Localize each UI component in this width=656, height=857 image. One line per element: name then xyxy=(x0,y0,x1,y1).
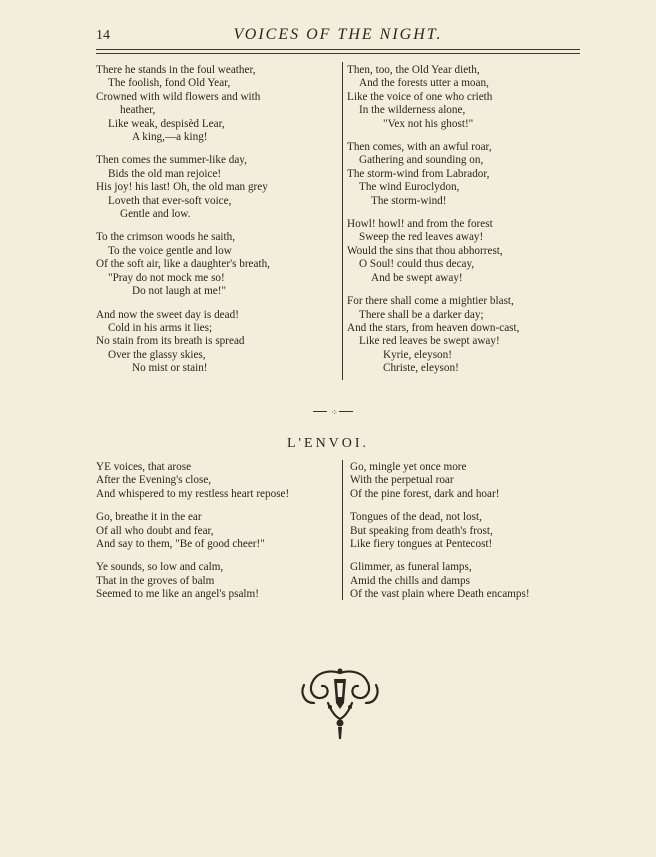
poem-right-column xyxy=(347,64,582,386)
verse-line: Of the pine forest, dark and hoar! xyxy=(350,487,500,500)
verse-line xyxy=(96,91,332,104)
verse-line: The wind Euroclydon, xyxy=(359,181,460,194)
stanza xyxy=(347,295,582,375)
stanza xyxy=(96,561,340,601)
verse-line: heather, xyxy=(120,104,156,117)
verse-line: And say to them, "Be of good cheer!" xyxy=(96,538,265,551)
separator-line xyxy=(339,411,353,412)
page-header xyxy=(96,26,580,48)
verse-line: Seemed to me like an angel's psalm! xyxy=(96,588,259,601)
verse-line: His joy! his last! Oh, the old man grey xyxy=(96,181,268,194)
verse-line: Glimmer, as funeral lamps, xyxy=(350,561,472,574)
stanza xyxy=(350,511,586,551)
verse-line: Would the sins that thou abhorrest, xyxy=(347,244,503,257)
verse-line: The storm-wind from Labrador, xyxy=(347,167,490,180)
verse-line: Then, too, the Old Year dieth, xyxy=(347,64,480,76)
verse-line: "Vex not his ghost!" xyxy=(383,117,474,130)
verse-line: Gentle and low. xyxy=(120,208,191,221)
verse-line: Bids the old man rejoice! xyxy=(108,167,222,180)
verse-line: After the Evening's close, xyxy=(96,474,212,487)
separator-dot-icon: ⁘ xyxy=(331,408,338,417)
verse-line: A king,—a king! xyxy=(132,131,208,144)
verse-line: Amid the chills and damps xyxy=(350,574,470,587)
stanza xyxy=(96,309,336,376)
verse-line: Of all who doubt and fear, xyxy=(96,524,214,537)
verse-line: Ye sounds, so low and calm, xyxy=(96,561,224,574)
stanza xyxy=(96,461,340,501)
verse-line: Like weak, despisèd Lear, xyxy=(108,117,225,130)
verse-line: Go, breathe it in the ear xyxy=(96,511,202,524)
verse-line: Do not laugh at me!" xyxy=(132,285,227,298)
verse-line: Over the glassy skies, xyxy=(108,348,206,361)
verse-line: There he stands in the foul weather, xyxy=(96,64,256,76)
verse-line: O Soul! could thus decay, xyxy=(359,258,475,271)
stanza xyxy=(350,561,586,601)
verse-line: To the voice gentle and low xyxy=(108,244,232,257)
verse-line: Gathering and sounding on, xyxy=(359,154,484,167)
verse-line: Tongues of the dead, not lost, xyxy=(350,511,482,524)
verse-line: Sweep the red leaves away! xyxy=(359,231,484,244)
page-number: 14 xyxy=(96,28,110,43)
verse-line: Like red leaves be swept away! xyxy=(359,335,500,348)
verse-line: Christe, eleyson! xyxy=(383,362,459,375)
verse-line: That in the groves of balm xyxy=(96,574,215,587)
verse-line: Like fiery tongues at Pentecost! xyxy=(350,538,493,551)
section-separator xyxy=(313,408,353,416)
envoi-right-column xyxy=(350,461,586,612)
verse-line: The foolish, fond Old Year, xyxy=(108,77,231,90)
stanza xyxy=(347,141,582,208)
envoi-title: L'ENVOI. xyxy=(286,436,370,451)
verse-line: Then comes, with an awful roar, xyxy=(347,141,492,154)
stanza xyxy=(96,231,336,298)
verse-line: Loveth that ever-soft voice, xyxy=(108,194,232,207)
verse-line: There shall be a darker day; xyxy=(359,308,484,321)
verse-line: And now the sweet day is dead! xyxy=(96,308,239,321)
poem-left-column xyxy=(96,64,336,386)
running-title: VOICES OF THE NIGHT. xyxy=(233,26,443,43)
stanza xyxy=(350,461,586,501)
verse-line: Kyrie, eleyson! xyxy=(383,348,452,361)
header-rule-top xyxy=(96,49,580,50)
verse-line: Cold in his arms it lies; xyxy=(108,321,213,334)
envoi-left-column xyxy=(96,461,340,612)
verse-line: "Pray do not mock me so! xyxy=(108,271,225,284)
verse-line: To the crimson woods he saith, xyxy=(96,231,236,244)
verse-line: Of the vast plain where Death encamps! xyxy=(350,588,530,601)
verse-line: Howl! howl! and from the forest xyxy=(347,218,493,231)
verse-line: And whispered to my restless heart repose! xyxy=(96,487,290,500)
header-rule-bottom xyxy=(96,53,580,54)
verse-line: Then comes the summer-like day, xyxy=(96,154,247,167)
verse-line-text: Crowned with wild flowers and with xyxy=(96,90,261,103)
verse-line: The storm-wind! xyxy=(371,194,447,207)
stanza xyxy=(347,64,582,131)
verse-line: Of the soft air, like a daughter's breath, xyxy=(96,258,270,271)
verse-line: For there shall come a mightier blast, xyxy=(347,295,514,308)
stanza xyxy=(96,64,336,144)
verse-line: YE voices, that arose xyxy=(96,461,192,473)
verse-line: With the perpetual roar xyxy=(350,474,454,487)
verse-line: No stain from its breath is spread xyxy=(96,335,245,348)
verse-line: And the stars, from heaven down-cast, xyxy=(347,321,520,334)
verse-line: No mist or stain! xyxy=(132,362,208,375)
verse-line: In the wilderness alone, xyxy=(359,104,466,117)
floral-tailpiece-icon xyxy=(298,663,382,741)
verse-line: And the forests utter a moan, xyxy=(359,77,489,90)
stanza xyxy=(96,154,336,221)
stanza xyxy=(347,218,582,285)
verse-line: But speaking from death's frost, xyxy=(350,524,493,537)
verse-line: Go, mingle yet once more xyxy=(350,461,467,473)
column-divider xyxy=(342,62,343,380)
verse-line: And be swept away! xyxy=(371,271,463,284)
verse-line: Like the voice of one who crieth xyxy=(347,90,493,103)
column-divider xyxy=(342,460,343,600)
separator-line xyxy=(313,411,327,412)
stanza xyxy=(96,511,340,551)
